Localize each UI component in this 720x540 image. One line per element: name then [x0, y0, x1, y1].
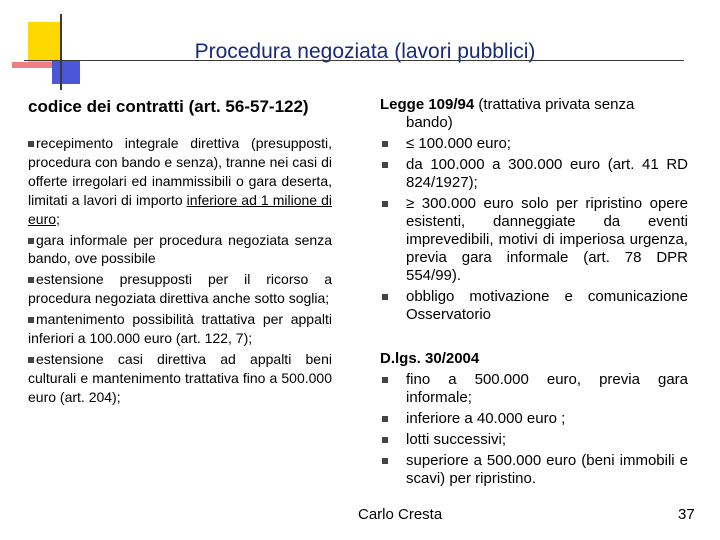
decor-blue-square	[52, 60, 80, 84]
legge-heading-cont: bando)	[406, 114, 453, 131]
decor-vertical-line	[60, 14, 62, 90]
bullet-icon	[382, 294, 388, 300]
dlgs-list	[380, 371, 688, 488]
bullet-icon	[28, 277, 34, 283]
bullet-icon	[382, 162, 388, 168]
list-item: superiore a 500.000 euro (beni immobili e scavi) per ripristino.	[380, 452, 688, 488]
bullet-icon	[382, 377, 388, 383]
left-column	[28, 96, 332, 409]
bullet-icon	[28, 141, 34, 147]
list-item: ≤ 100.000 euro;	[380, 135, 688, 153]
left-item: recepimento integrale direttiva (presupposti, procedura con bando e senza), tranne nei casi di offerte irregolari ed inammissibili o gara deserta, limitati a lavori di importo inferiore ad 1 milione di euro;	[28, 135, 332, 227]
left-heading: codice dei contratti (art. 56-57-122)	[28, 97, 309, 116]
list-item: da 100.000 a 300.000 euro (art. 41 RD 824/1927);	[380, 156, 688, 192]
left-item: estensione casi direttiva ad appalti beni culturali e mantenimento trattativa fino a 500.000 euro (art. 204);	[28, 350, 332, 405]
bullet-icon	[28, 238, 34, 244]
list-item: lotti successivi;	[380, 431, 688, 449]
decor-yellow-square	[28, 22, 60, 62]
bullet-icon	[382, 416, 388, 422]
bullet-icon	[28, 357, 34, 363]
page-number: 37	[678, 506, 695, 523]
list-item: obbligo motivazione e comunicazione Osservatorio	[380, 288, 688, 324]
left-item: estensione presupposti per il ricorso a procedura negoziata direttiva anche sotto soglia;	[28, 271, 332, 307]
footer-author: Carlo Cresta	[358, 506, 443, 523]
bullet-icon	[382, 201, 388, 207]
left-item: mantenimento possibilità trattativa per appalti inferiori a 100.000 euro (art. 122, 7);	[28, 311, 332, 346]
legge-list	[380, 135, 688, 324]
list-item: fino a 500.000 euro, previa gara informale;	[380, 371, 688, 407]
legge-heading: Legge 109/94 (trattativa privata senza	[380, 96, 635, 113]
bullet-icon	[382, 458, 388, 464]
slide-title: Procedura negoziata (lavori pubblici)	[194, 40, 536, 63]
bullet-icon	[382, 437, 388, 443]
bullet-icon	[382, 141, 388, 147]
bullet-icon	[28, 317, 34, 323]
list-item: ≥ 300.000 euro solo per ripristino opere esistenti, danneggiate da eventi imprevedibili, motivi di imperiosa urgenza, previa gara informale (art. 78 DPR 554/99).	[380, 195, 688, 285]
list-item: inferiore a 40.000 euro ;	[380, 410, 688, 428]
dlgs-heading: D.lgs. 30/2004	[380, 350, 480, 367]
right-column	[380, 96, 688, 488]
left-item: gara informale per procedura negoziata senza bando, ove possibile	[28, 231, 332, 267]
